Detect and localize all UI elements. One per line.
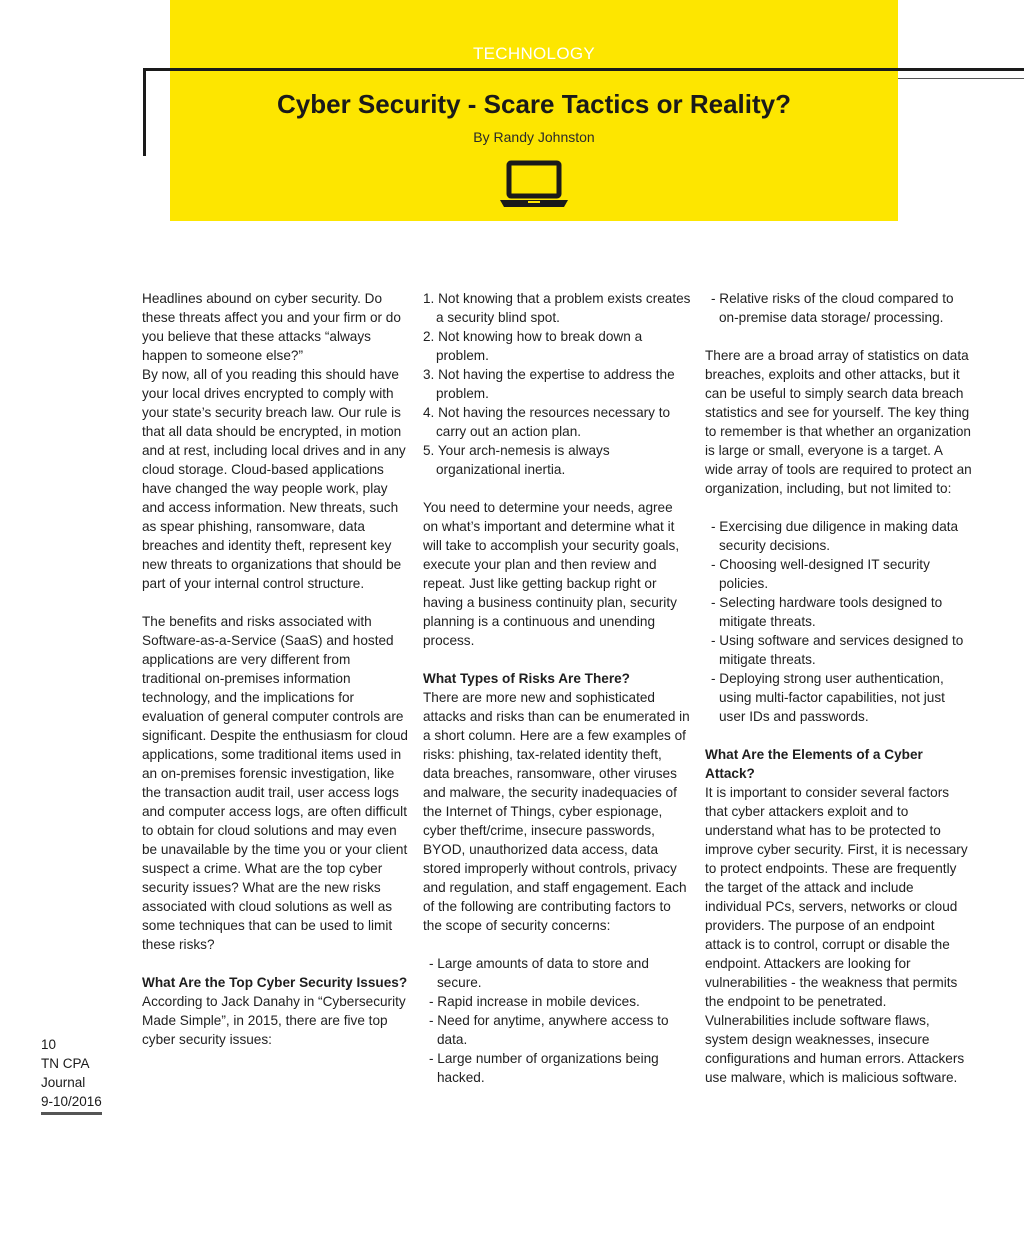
subheading: What Types of Risks Are There? (423, 671, 630, 686)
list-item: - Need for anytime, anywhere access to data. (429, 1013, 669, 1047)
paragraph: According to Jack Danahy in “Cybersecurity Made Simple”, in 2015, there are five top cyber security issues: (142, 994, 406, 1047)
publication-name-2: Journal (41, 1075, 86, 1090)
paragraph: By now, all of you reading this should have your local drives encrypted to comply with your state’s security breach law. Our rule is that all data should be encrypted, in motion and at rest, including local drives and in any cloud storage. Cloud-based applications have changed the way people work, play and access information. New threats, such as spear phishing, ransomware, data breaches and identity theft, represent key new threats to organizations that should be part of your internal control structure. (142, 367, 406, 591)
list-item: - Relative risks of the cloud compared to on-premise data storage/ processing. (711, 291, 954, 325)
publication-name: TN CPA (41, 1056, 90, 1071)
list-item: 2. Not knowing how to break down a problem. (423, 329, 643, 363)
header-banner (170, 0, 898, 221)
byline: By Randy Johnston (473, 129, 595, 145)
list-item: 4. Not having the resources necessary to carry out an action plan. (423, 405, 671, 439)
column-2 (423, 289, 691, 1087)
column-1 (142, 289, 410, 1049)
list-item: - Deploying strong user authentication, using multi-factor capabilities, not just user IDs and passwords. (711, 671, 945, 724)
list-item: - Rapid increase in mobile devices. (429, 994, 640, 1009)
header-bracket (143, 68, 146, 156)
list-item: 1. Not knowing that a problem exists creates a security blind spot. (423, 291, 691, 325)
paragraph: There are more new and sophisticated attacks and risks than can be enumerated in a short column. Here are a few examples of risks: phishing, tax-related identity theft, data breaches, ransomware, other viruses and malware, the security inadequacies of the Internet of Things, cyber espionage, cyber theft/crime, insecure passwords, BYOD, unauthorized data access, data stored improperly without controls, privacy and regulation, and staff engagement. Each of the following are contributing factors to the scope of security concerns: (423, 690, 690, 933)
paragraph: There are a broad array of statistics on data breaches, exploits and other attacks, but it can be useful to simply search data breach statistics and see for yourself. The key thing to remember is that whether an organization is large or small, everyone is a target. A wide array of tools are required to protect an organization, including, but not limited to: (705, 348, 972, 496)
paragraph: It is important to consider several factors that cyber attackers exploit and to understand what has to be protected to improve cyber security. First, it is necessary to protect endpoints. These are frequently the target of the attack and include individual PCs, servers, networks or cloud providers. The purpose of an endpoint attack is to control, corrupt or disable the endpoint. Attackers are looking for vulnerabilities - the weakness that permits the endpoint to be penetrated. Vulnerabilities include software flaws, system design weaknesses, insecure configurations and human errors. Attackers use malware, which is malicious software. (705, 785, 968, 1085)
list-item: 3. Not having the expertise to address the problem. (423, 367, 675, 401)
factors-list (423, 954, 691, 1087)
issue-date: 9-10/2016 (41, 1092, 102, 1115)
laptop-icon (498, 160, 570, 210)
list-item: - Choosing well-designed IT security policies. (711, 557, 930, 591)
list-item: 5. Your arch-nemesis is always organizational inertia. (423, 443, 610, 477)
column-3 (705, 289, 973, 1087)
paragraph: Headlines abound on cyber security. Do these threats affect you and your firm or do you believe that these attacks “always happen to someone else?” (142, 291, 401, 363)
tools-list (705, 517, 973, 726)
list-item: - Using software and services designed to mitigate threats. (711, 633, 964, 667)
list-item: - Exercising due diligence in making data security decisions. (711, 519, 959, 553)
page-folio (41, 1035, 102, 1115)
subheading: What Are the Elements of a Cyber Attack? (705, 747, 923, 781)
paragraph: The benefits and risks associated with Software-as-a-Service (SaaS) and hosted applications are very different from traditional on-premises information technology, and the implications for evaluation of general computer controls are significant. Despite the enthusiasm for cloud applications, some traditional items used in an on-premises forensic investigation, like the transaction audit trail, user access logs and computer access logs, are often difficult to obtain for cloud solutions and may even be unavailable by the time you or your client suspect a crime. What are the top cyber security issues? What are the new risks associated with cloud solutions as well as some techniques that can be used to limit these risks? (142, 614, 408, 952)
list-item: - Selecting hardware tools designed to mitigate threats. (711, 595, 943, 629)
article-title: Cyber Security - Scare Tactics or Reality? (277, 89, 791, 119)
rule-extension (898, 78, 1024, 79)
section-label: TECHNOLOGY (472, 44, 596, 63)
factors-list-continued (705, 289, 973, 327)
list-item: - Large amounts of data to store and secure. (429, 956, 649, 990)
header-rule (143, 68, 1024, 71)
page-number: 10 (41, 1037, 57, 1052)
issues-list (423, 289, 691, 479)
list-item: - Large number of organizations being hacked. (429, 1051, 659, 1085)
paragraph: You need to determine your needs, agree on what’s important and determine what it will take to accomplish your security goals, execute your plan and then review and repeat. Just like getting backup right or having a business continuity plan, security planning is a continuous and unending process. (423, 500, 680, 648)
subheading: What Are the Top Cyber Security Issues? (142, 975, 408, 990)
